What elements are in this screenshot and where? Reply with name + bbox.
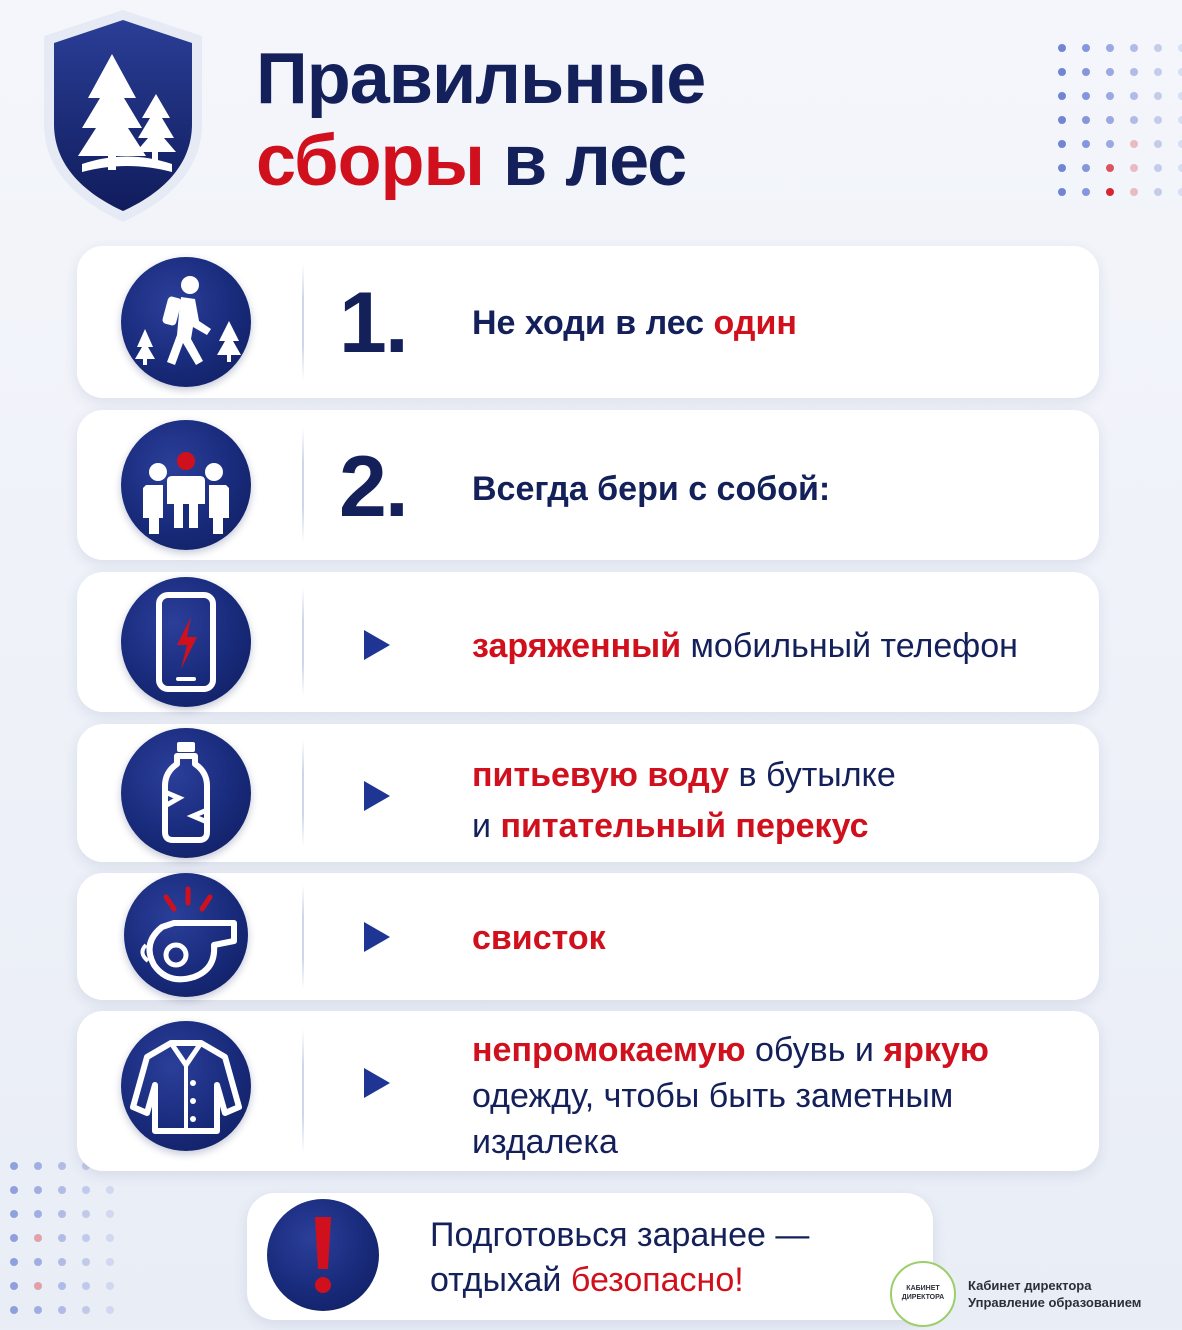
card-divider — [302, 588, 304, 696]
decor-dot — [58, 1234, 66, 1242]
step-1-text: Не ходи в лес один — [472, 304, 797, 342]
decor-dot — [1106, 68, 1114, 76]
decor-dot — [1154, 140, 1162, 148]
decor-dot — [1178, 188, 1182, 196]
step-card-1 — [77, 246, 1099, 398]
decor-dot — [1106, 188, 1114, 196]
card-divider — [302, 264, 304, 380]
bullet-arrow-icon — [364, 922, 390, 952]
decor-dot — [34, 1258, 42, 1266]
decor-dot — [58, 1282, 66, 1290]
decor-dot — [1106, 44, 1114, 52]
decor-dot — [1178, 140, 1182, 148]
decor-dot — [1130, 116, 1138, 124]
bullet-arrow-icon — [364, 630, 390, 660]
decor-dot — [1130, 188, 1138, 196]
decor-dot — [58, 1306, 66, 1314]
decor-dot — [1178, 68, 1182, 76]
decor-dot — [34, 1282, 42, 1290]
decor-dot — [1130, 92, 1138, 100]
brand-caption — [968, 1277, 1141, 1311]
whistle-icon — [124, 873, 254, 1003]
exclamation-icon — [267, 1199, 379, 1311]
decor-dot — [1154, 188, 1162, 196]
bullet-arrow-icon — [364, 781, 390, 811]
footer-card — [247, 1193, 933, 1320]
decor-dot — [1178, 44, 1182, 52]
decor-dot — [1058, 188, 1066, 196]
footer-message: Подготовься заранее — отдыхай безопасно! — [430, 1216, 810, 1299]
decor-dot — [58, 1210, 66, 1218]
decor-dot — [10, 1186, 18, 1194]
step-number-2: 2. — [339, 439, 407, 535]
decor-dot — [10, 1210, 18, 1218]
step-2-text: Всегда бери с собой: — [472, 470, 831, 508]
decor-dot — [1058, 116, 1066, 124]
title-line-1: Правильные — [256, 39, 706, 119]
card-divider — [302, 1029, 304, 1153]
decor-dot — [1058, 44, 1066, 52]
decor-dot — [58, 1162, 66, 1170]
phone-icon-circle — [121, 577, 251, 707]
hiker-icon — [121, 257, 251, 387]
step-1-highlight: один — [713, 304, 797, 342]
step-card-2 — [77, 410, 1099, 560]
decor-dot — [82, 1186, 90, 1194]
decor-dot — [82, 1282, 90, 1290]
decor-dot — [1058, 68, 1066, 76]
item-card-phone — [77, 572, 1099, 712]
page-title — [256, 38, 705, 202]
decor-dot — [1106, 92, 1114, 100]
step-1-icon-circle — [121, 257, 251, 387]
decor-dot — [1106, 164, 1114, 172]
decor-dot — [106, 1210, 114, 1218]
decor-dot — [1058, 164, 1066, 172]
warning-icon-circle — [267, 1199, 379, 1311]
decor-dot — [1154, 164, 1162, 172]
whistle-icon-circle — [124, 873, 248, 997]
water-icon-circle — [121, 728, 251, 858]
jacket-icon-circle — [121, 1021, 251, 1151]
decor-dot — [58, 1186, 66, 1194]
decor-dot — [58, 1258, 66, 1266]
decor-dot — [34, 1234, 42, 1242]
item-card-whistle — [77, 873, 1099, 1000]
decor-dot — [1154, 116, 1162, 124]
decorative-dots-bottom-left — [2, 1154, 122, 1322]
decor-dot — [1082, 164, 1090, 172]
title-line-2: в лес — [503, 121, 687, 201]
decor-dot — [82, 1258, 90, 1266]
step-number-1: 1. — [339, 275, 407, 371]
decor-dot — [1082, 140, 1090, 148]
decor-dot — [10, 1282, 18, 1290]
brand-logo: КАБИНЕТ ДИРЕКТОРА — [890, 1261, 956, 1327]
card-divider — [302, 740, 304, 846]
decorative-dots-top-right — [1050, 36, 1182, 204]
decor-dot — [1082, 188, 1090, 196]
decor-dot — [106, 1282, 114, 1290]
card-divider — [302, 428, 304, 542]
decor-dot — [1130, 164, 1138, 172]
card-divider — [302, 885, 304, 989]
decor-dot — [106, 1306, 114, 1314]
item-whistle-text: свисток — [472, 919, 606, 957]
decor-dot — [1130, 44, 1138, 52]
brand-name: Кабинет директора — [968, 1278, 1092, 1293]
decor-dot — [1154, 68, 1162, 76]
decor-dot — [1058, 92, 1066, 100]
decor-dot — [34, 1186, 42, 1194]
decor-dot — [82, 1234, 90, 1242]
decor-dot — [106, 1186, 114, 1194]
item-water-text: питьевую воду в бутылке и питательный перекус — [472, 756, 896, 845]
jacket-icon — [121, 1021, 251, 1151]
decor-dot — [10, 1162, 18, 1170]
title-highlight: сборы — [256, 121, 485, 201]
item-phone-text: заряженный мобильный телефон — [472, 627, 1018, 665]
decor-dot — [1154, 92, 1162, 100]
decor-dot — [106, 1234, 114, 1242]
charged-phone-icon — [121, 577, 251, 707]
item-card-clothing — [77, 1011, 1099, 1171]
decor-dot — [82, 1210, 90, 1218]
item-clothing-text: непромокаемую обувь и яркую одежду, чтобы быть заметным издалека — [472, 1031, 989, 1161]
decor-dot — [1178, 164, 1182, 172]
decor-dot — [1178, 92, 1182, 100]
step-2-icon-circle — [121, 420, 251, 550]
decor-dot — [106, 1258, 114, 1266]
decor-dot — [1154, 44, 1162, 52]
decor-dot — [1082, 68, 1090, 76]
decor-dot — [10, 1306, 18, 1314]
decor-dot — [82, 1306, 90, 1314]
decor-dot — [1082, 92, 1090, 100]
decor-dot — [34, 1162, 42, 1170]
decor-dot — [34, 1306, 42, 1314]
decor-dot — [1106, 116, 1114, 124]
decor-dot — [1058, 140, 1066, 148]
decor-dot — [1082, 44, 1090, 52]
group-icon — [121, 420, 251, 550]
decor-dot — [1130, 140, 1138, 148]
decor-dot — [10, 1234, 18, 1242]
water-bottle-icon — [121, 728, 251, 858]
decor-dot — [1130, 68, 1138, 76]
decor-dot — [10, 1258, 18, 1266]
brand-tagline: Управление образованием — [968, 1295, 1142, 1310]
item-card-water — [77, 724, 1099, 862]
bullet-arrow-icon — [364, 1068, 390, 1098]
decor-dot — [1106, 140, 1114, 148]
decor-dot — [1082, 116, 1090, 124]
forest-shield-icon — [32, 6, 214, 228]
decor-dot — [1178, 116, 1182, 124]
decor-dot — [34, 1210, 42, 1218]
